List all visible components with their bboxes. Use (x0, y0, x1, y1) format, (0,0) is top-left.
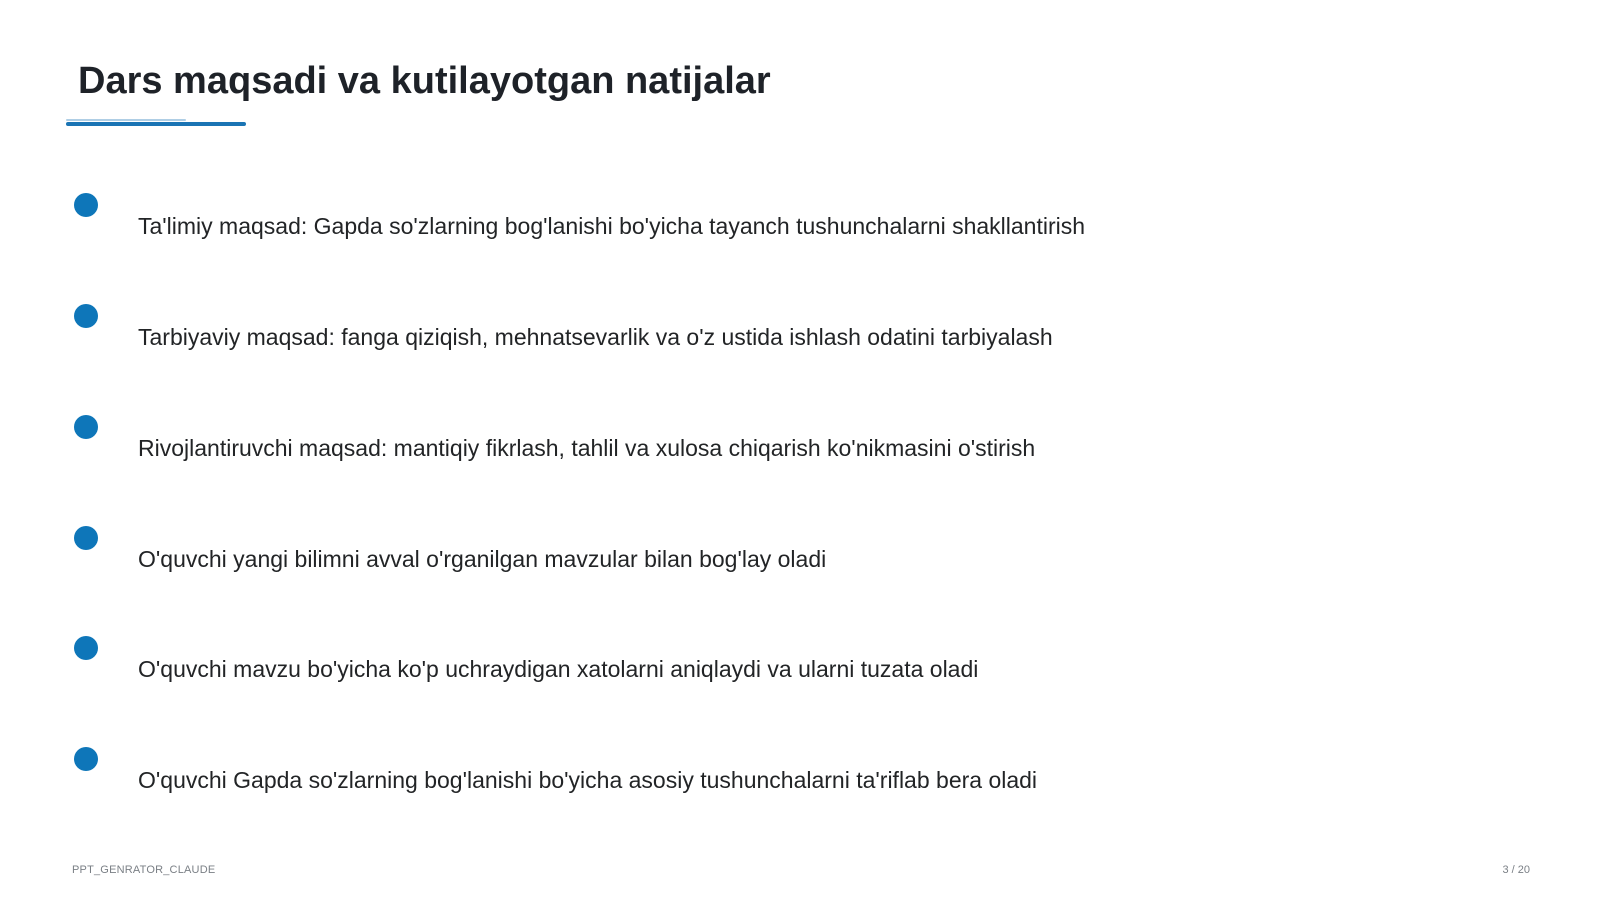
bullet-text: O'quvchi mavzu bo'yicha ko'p uchraydigan xatolarni aniqlaydi va ularni tuzata oladi (138, 656, 979, 682)
list-item (0, 747, 1600, 807)
bullet-dot-icon (74, 526, 98, 550)
bullet-dot-icon (74, 193, 98, 217)
bullet-dot-icon (74, 747, 98, 771)
bullet-text: O'quvchi Gapda so'zlarning bog'lanishi bo'yicha asosiy tushunchalarni ta'riflab bera oladi (138, 767, 1038, 793)
list-item (0, 415, 1600, 475)
footer-label: PPT_GENRATOR_CLAUDE (72, 864, 216, 876)
bullet-dot-icon (74, 304, 98, 328)
bullet-text: Rivojlantiruvchi maqsad: mantiqiy fikrlash, tahlil va xulosa chiqarish ko'nikmasini o'stirish (138, 435, 1036, 461)
bullet-dot-icon (74, 636, 98, 660)
bullet-text: Ta'limiy maqsad: Gapda so'zlarning bog'lanishi bo'yicha tayanch tushunchalarni shakllantirish (138, 213, 1086, 239)
bullet-text: O'quvchi yangi bilimni avval o'rganilgan mavzular bilan bog'lay oladi (138, 546, 827, 572)
bullet-text: Tarbiyaviy maqsad: fanga qiziqish, mehnatsevarlik va o'z ustida ishlash odatini tarbiyalash (138, 324, 1053, 350)
list-item (0, 193, 1600, 253)
bullet-dot-icon (74, 415, 98, 439)
page-indicator: 3 / 20 (1502, 864, 1530, 876)
list-item (0, 304, 1600, 364)
slide-title: Dars maqsadi va kutilayotgan natijalar (78, 60, 771, 102)
list-item (0, 526, 1600, 586)
list-item (0, 636, 1600, 696)
